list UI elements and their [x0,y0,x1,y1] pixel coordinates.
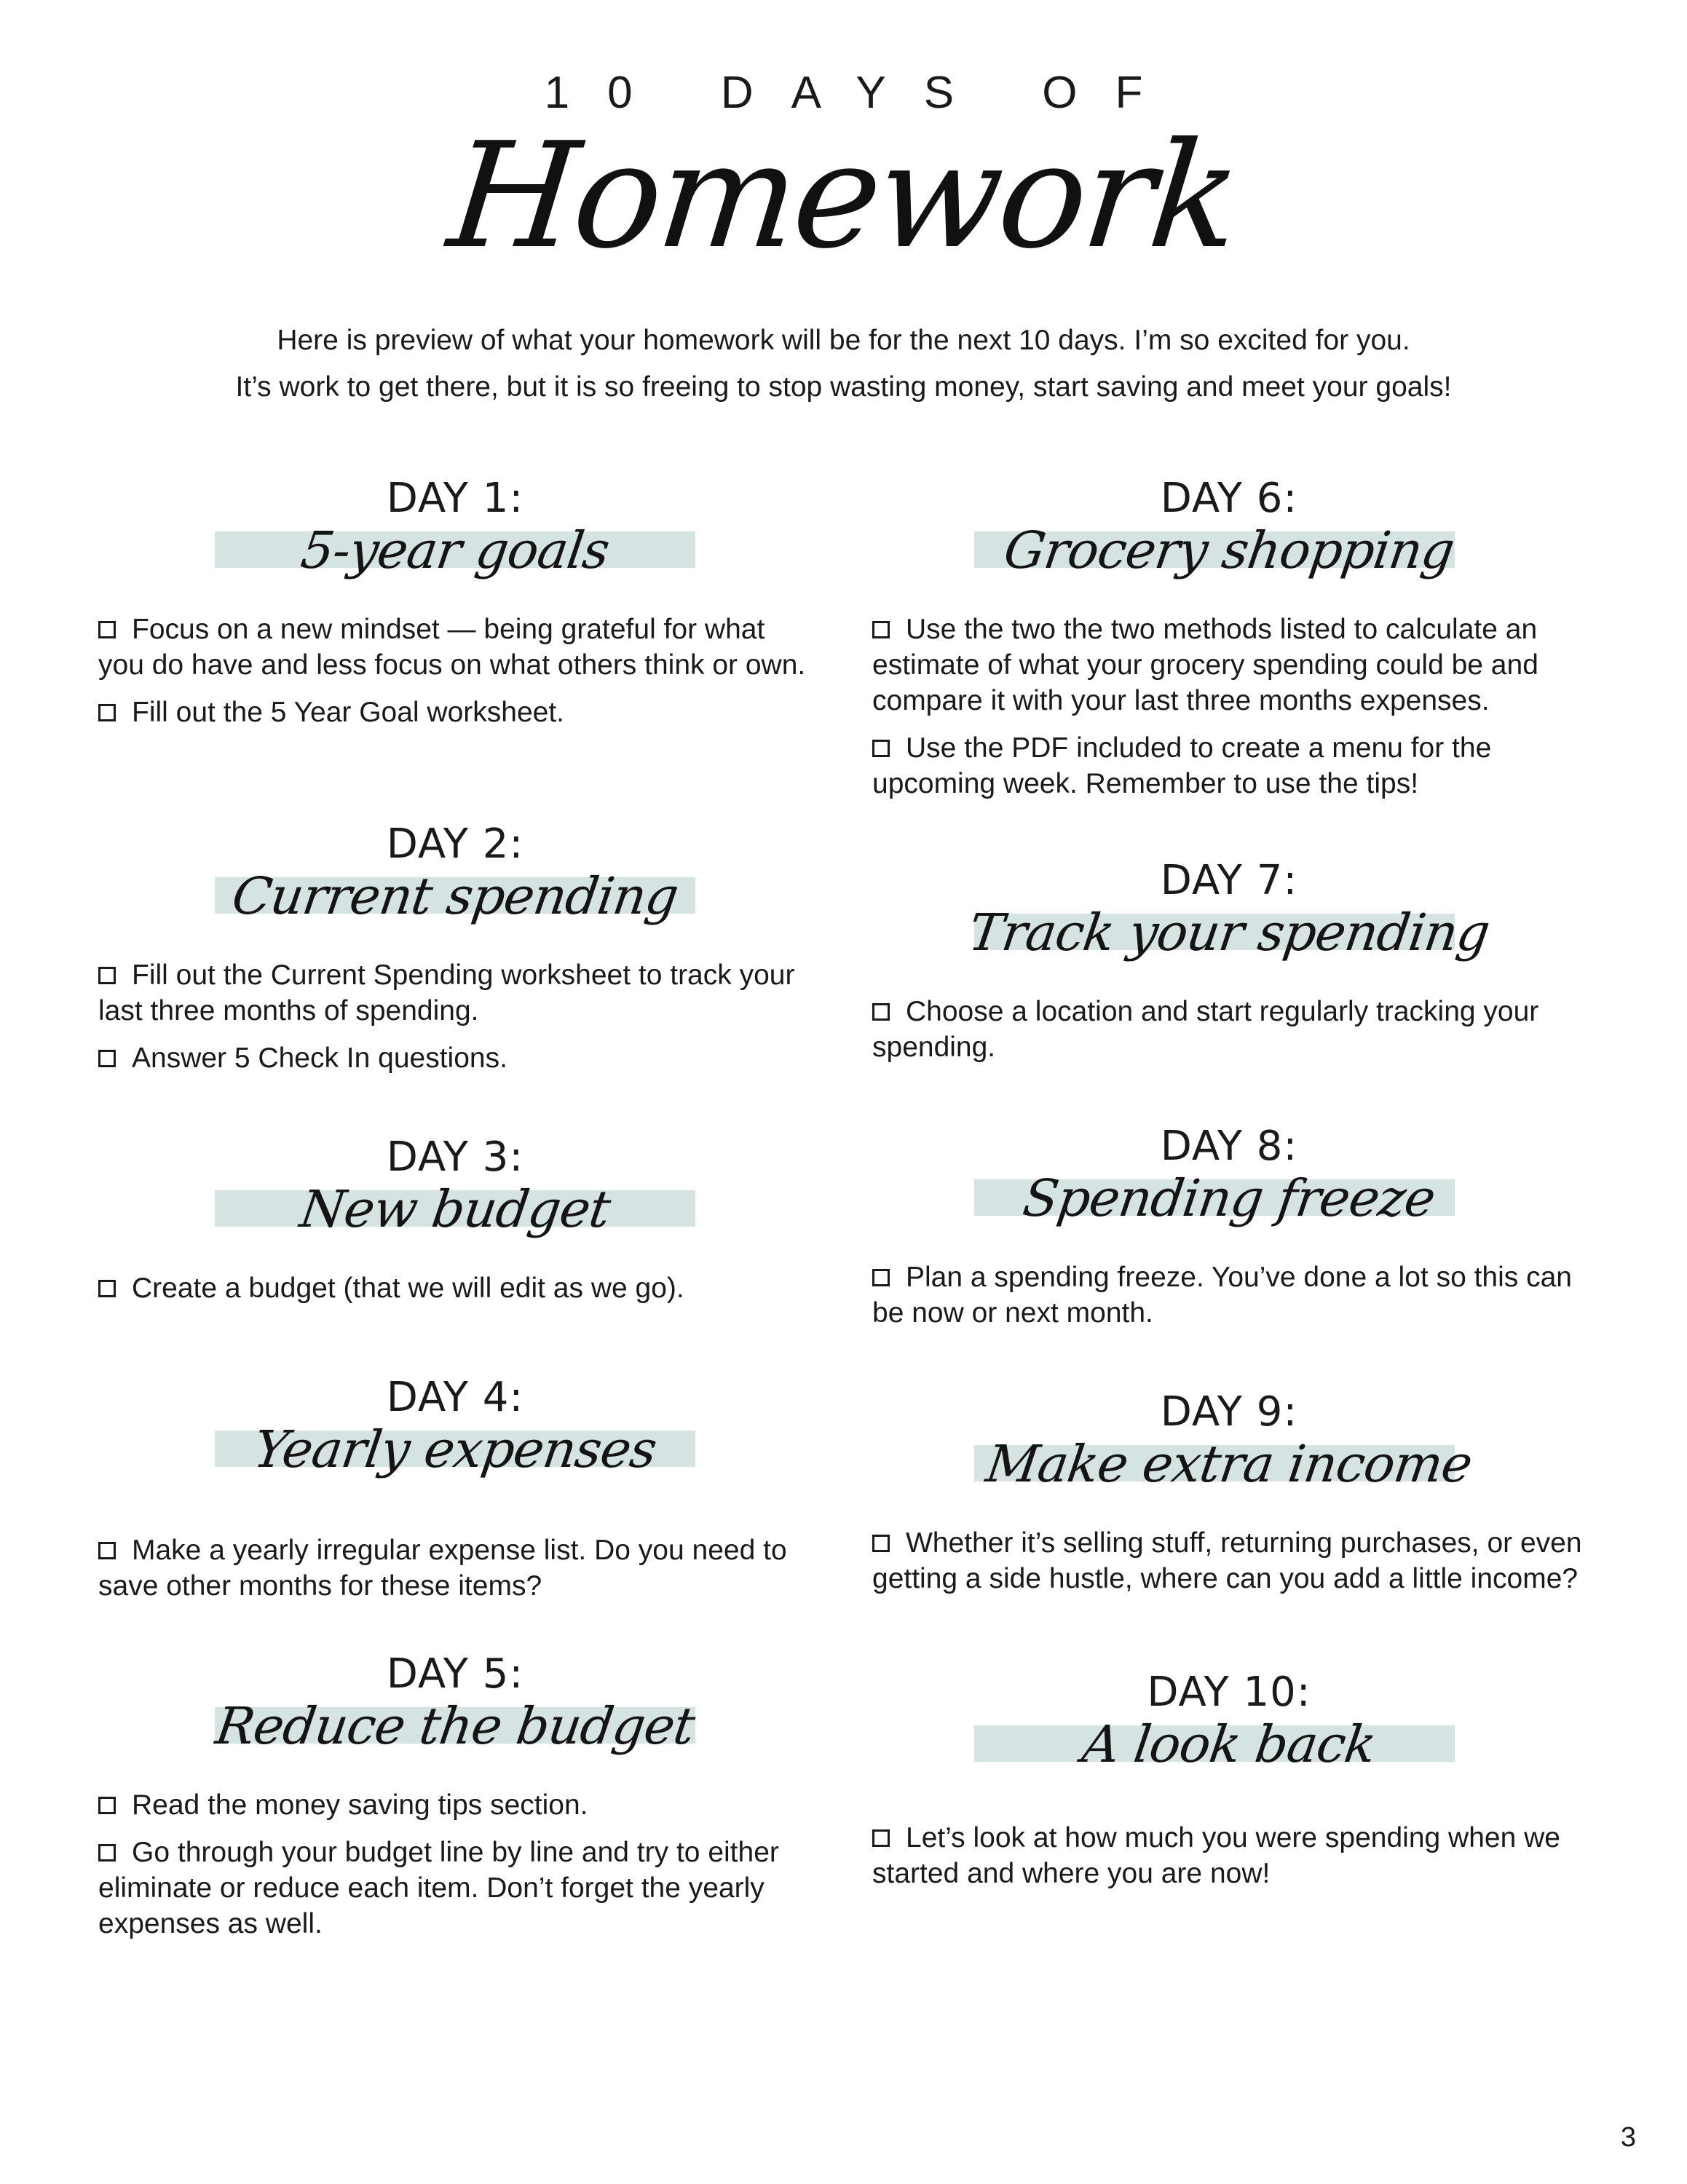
checkbox-icon[interactable] [872,1535,890,1552]
checkbox-icon[interactable] [872,740,890,757]
day-6-task-2[interactable] [872,730,1586,802]
day-4-task-1-text: Make a yearly irregular expense list. Do you need to save other months for these items? [98,1535,787,1602]
day-4-section [98,1372,812,1615]
page-number: 3 [1620,2122,1636,2153]
checkbox-icon[interactable] [98,1050,116,1067]
checkbox-icon[interactable] [98,1542,116,1559]
day-1-task-1[interactable] [98,612,812,683]
day-8-task-list [872,1259,1586,1331]
day-2-task-1[interactable] [98,957,812,1029]
checkbox-icon[interactable] [872,1269,890,1286]
header-kicker: 10 DAYS OF [544,68,1181,118]
checkbox-icon[interactable] [98,704,116,721]
day-7-task-list [872,994,1586,1065]
day-3-section [98,1132,812,1318]
day-9-heading [872,1387,1586,1525]
day-10-task-1[interactable] [872,1820,1586,1891]
day-10-task-1-text: Let’s look at how much you were spending when we started and where you are now! [872,1822,1560,1889]
day-2-label: DAY 2: [386,820,524,868]
day-1-label: DAY 1: [386,475,524,522]
day-1-task-1-text: Focus on a new mindset — being grateful for what you do have and less focus on what others think or own. [98,614,806,681]
day-10-section [872,1667,1586,1903]
checkbox-icon[interactable] [98,1844,116,1861]
day-1-title: 5-year goals [297,521,613,580]
day-7-heading [872,855,1586,994]
day-10-title: A look back [1078,1714,1380,1774]
day-1-heading [98,473,812,612]
day-1-task-list [98,612,812,730]
checkbox-icon[interactable] [98,967,116,984]
day-4-task-list [98,1532,812,1604]
day-9-title: Make extra income [982,1434,1476,1494]
day-6-task-list [872,612,1586,802]
day-3-task-1-text: Create a budget (that we will edit as we go). [132,1273,684,1304]
day-9-task-1[interactable] [872,1525,1586,1597]
page-title: Homework [441,111,1246,281]
day-4-task-1[interactable] [98,1532,812,1604]
day-7-task-1-text: Choose a location and start regularly tracking your spending. [872,996,1539,1063]
day-6-task-2-text: Use the PDF included to create a menu for the upcoming week. Remember to use the tips! [872,732,1492,799]
day-3-task-1[interactable] [98,1270,812,1306]
checkbox-icon[interactable] [872,1829,890,1847]
day-7-section [872,855,1586,1077]
day-2-task-1-text: Fill out the Current Spending worksheet to track your last three months of spending. [98,960,795,1026]
day-9-label: DAY 9: [1160,1388,1298,1436]
day-5-label: DAY 5: [386,1650,524,1698]
day-5-title: Reduce the budget [212,1696,698,1756]
day-8-task-1[interactable] [872,1259,1586,1331]
day-2-section [98,819,812,1088]
day-7-title: Track your spending [965,903,1493,962]
day-4-title: Yearly expenses [250,1420,660,1479]
day-4-heading [98,1372,812,1511]
day-2-title: Current spending [228,866,682,926]
day-8-heading [872,1121,1586,1259]
checkbox-icon[interactable] [98,621,116,638]
day-2-task-2-text: Answer 5 Check In questions. [132,1042,507,1074]
day-8-task-1-text: Plan a spending freeze. You’ve done a lot so this can be now or next month. [872,1262,1572,1329]
checkbox-icon[interactable] [872,621,890,638]
day-5-task-2-text: Go through your budget line by line and try to either eliminate or reduce each item. Don’t forget the yearly expenses as well. [98,1837,779,1939]
day-3-title: New budget [296,1179,614,1239]
day-5-heading [98,1649,812,1787]
checkbox-icon[interactable] [872,1003,890,1021]
intro-line-1: Here is preview of what your homework will be for the next 10 days. I’m so excited for you. [277,325,1410,356]
day-5-task-1[interactable] [98,1787,812,1823]
day-6-title: Grocery shopping [1000,521,1458,580]
day-7-task-1[interactable] [872,994,1586,1065]
day-5-task-2[interactable] [98,1835,812,1942]
day-5-task-1-text: Read the money saving tips section. [132,1789,588,1821]
day-1-section [98,473,812,742]
checkbox-icon[interactable] [98,1280,116,1297]
day-6-section [872,473,1586,813]
day-3-heading [98,1132,812,1270]
day-9-task-list [872,1525,1586,1597]
day-7-label: DAY 7: [1160,857,1298,904]
day-9-task-1-text: Whether it’s selling stuff, returning purchases, or even getting a side hustle, where can you add a little income? [872,1527,1582,1594]
day-6-label: DAY 6: [1160,475,1298,522]
day-2-task-2[interactable] [98,1040,812,1076]
day-5-section [98,1649,812,1953]
day-9-section [872,1387,1586,1608]
checkbox-icon[interactable] [98,1797,116,1814]
day-10-heading [872,1667,1586,1805]
intro [0,317,1687,411]
day-1-task-2[interactable] [98,695,812,730]
day-3-label: DAY 3: [386,1133,524,1181]
day-6-task-1[interactable] [872,612,1586,719]
day-8-section [872,1121,1586,1342]
day-2-task-list [98,957,812,1076]
day-10-label: DAY 10: [1147,1669,1311,1716]
day-10-task-list [872,1820,1586,1891]
day-8-label: DAY 8: [1160,1123,1298,1170]
day-6-heading [872,473,1586,612]
day-1-task-2-text: Fill out the 5 Year Goal worksheet. [132,697,565,728]
day-5-task-list [98,1787,812,1942]
intro-line-2: It’s work to get there, but it is so freeing to stop wasting money, start saving and meet your goals! [235,371,1452,403]
day-3-task-list [98,1270,812,1306]
day-2-heading [98,819,812,957]
day-6-task-1-text: Use the two the two methods listed to calculate an estimate of what your grocery spending could be and compare it with your last three months expenses. [872,614,1538,716]
day-4-label: DAY 4: [386,1374,524,1421]
day-8-title: Spending freeze [1019,1168,1439,1228]
